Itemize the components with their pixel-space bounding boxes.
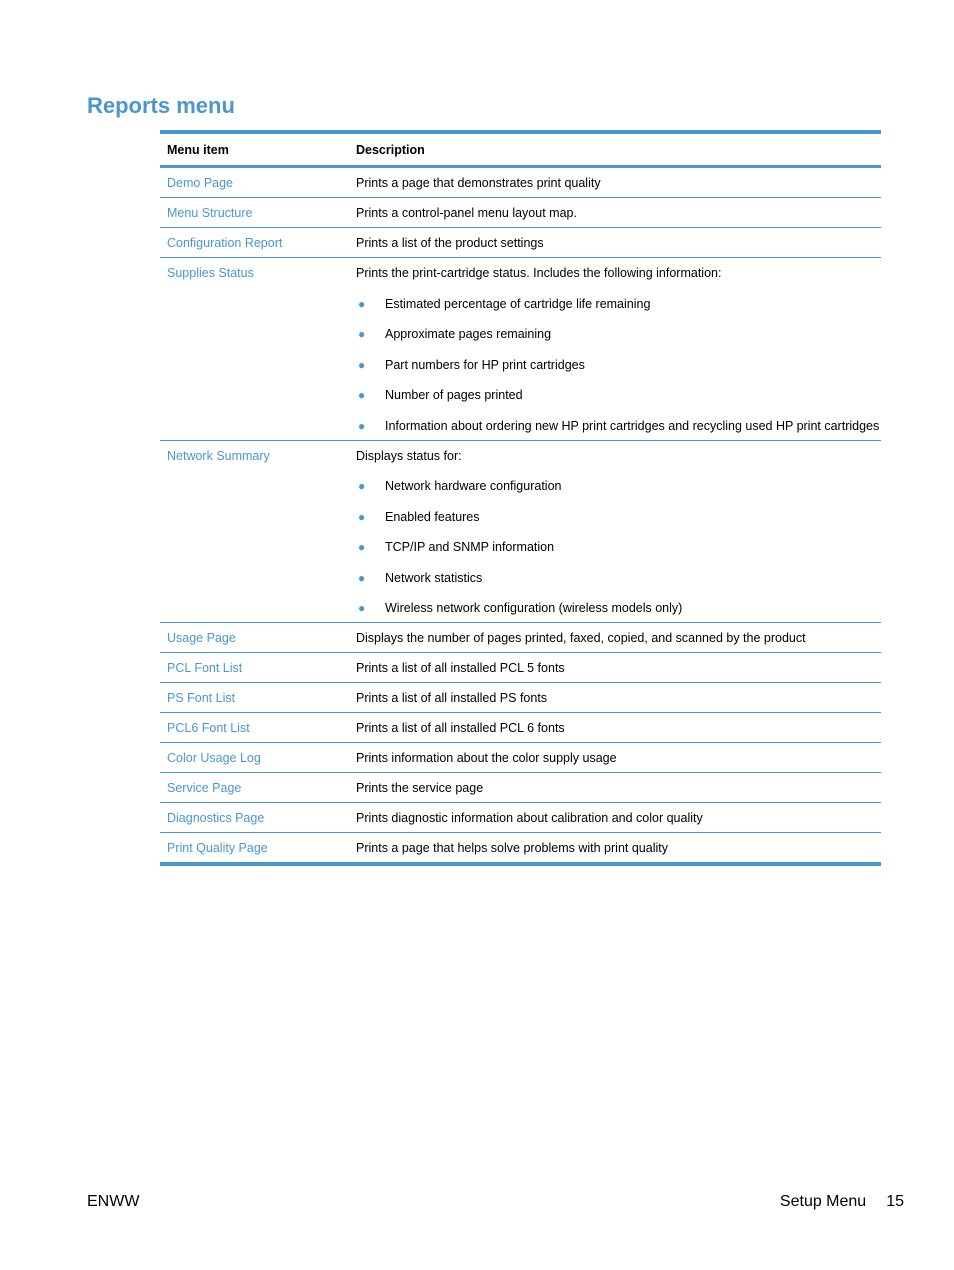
menu-item-description <box>349 720 881 736</box>
table-row <box>160 228 881 258</box>
menu-item-link[interactable]: Service Page <box>167 781 242 795</box>
description-text: Prints a list of all installed PCL 6 fonts <box>356 721 565 735</box>
table-row <box>160 803 881 833</box>
bullet-text: Enabled features <box>385 509 480 524</box>
bullet-text: Approximate pages remaining <box>385 327 552 341</box>
table-row <box>160 623 881 653</box>
bullet-item <box>356 539 881 555</box>
page-title: Reports menu <box>87 93 235 118</box>
bullet-list <box>356 478 881 616</box>
bullet-item <box>356 418 881 434</box>
bullet-text: Wireless network configuration (wireless models only) <box>385 601 683 615</box>
menu-item-link[interactable]: Configuration Report <box>167 236 283 250</box>
bullet-text: Network hardware configuration <box>385 479 562 493</box>
description-text: Prints a list of the product settings <box>356 236 544 250</box>
table-body <box>160 168 881 862</box>
menu-item-link[interactable]: Network Summary <box>167 448 270 463</box>
bullet-item <box>356 326 881 342</box>
bullet-item <box>356 478 881 494</box>
description-text: Prints a page that demonstrates print quality <box>356 176 601 190</box>
menu-item-description <box>349 810 881 826</box>
table-row <box>160 713 881 743</box>
bullet-dot-icon: ● <box>358 296 366 311</box>
menu-item-link[interactable]: Menu Structure <box>167 206 253 220</box>
footer-right <box>780 1193 904 1211</box>
menu-item-description <box>349 690 881 706</box>
description-text: Prints the print-cartridge status. Includes the following information: <box>356 266 722 280</box>
menu-item-link[interactable]: PS Font List <box>167 691 236 705</box>
table-row <box>160 773 881 803</box>
menu-item-link[interactable]: Demo Page <box>167 176 234 190</box>
bullet-item <box>356 570 881 586</box>
bullet-item <box>356 387 881 403</box>
bullet-text: Information about ordering new HP print cartridges and recycling used HP print cartridges <box>385 418 880 433</box>
menu-item-description <box>349 780 881 796</box>
menu-item-description <box>349 448 881 617</box>
bullet-text: TCP/IP and SNMP information <box>385 540 555 554</box>
menu-item-description <box>349 630 881 646</box>
bullet-item <box>356 357 881 373</box>
bullet-dot-icon: ● <box>358 357 366 372</box>
description-text: Displays the number of pages printed, faxed, copied, and scanned by the product <box>356 631 806 645</box>
bullet-dot-icon: ● <box>358 388 366 402</box>
menu-item-link[interactable]: Supplies Status <box>167 266 254 280</box>
menu-item-description <box>349 235 881 251</box>
description-text: Prints information about the color supply usage <box>356 751 617 765</box>
bullet-text: Number of pages printed <box>385 388 523 402</box>
bullet-list <box>356 296 881 434</box>
footer-left: ENWW <box>87 1193 140 1210</box>
bullet-item <box>356 296 881 312</box>
table-row <box>160 683 881 713</box>
menu-item-description <box>349 840 881 856</box>
menu-item-description <box>349 660 881 676</box>
table-row <box>160 653 881 683</box>
footer-section: Setup Menu <box>779 1193 867 1210</box>
description-text: Prints a list of all installed PCL 5 fonts <box>356 661 565 675</box>
bullet-dot-icon: ● <box>358 570 366 585</box>
bullet-dot-icon: ● <box>358 327 366 341</box>
menu-item-description <box>349 175 881 191</box>
table-row <box>160 168 881 198</box>
table-row <box>160 441 881 624</box>
menu-item-link[interactable]: PCL6 Font List <box>167 721 250 735</box>
header-menu-item: Menu item <box>167 142 229 157</box>
bullet-text: Estimated percentage of cartridge life remaining <box>385 296 651 311</box>
description-text: Prints diagnostic information about calibration and color quality <box>356 811 703 825</box>
menu-item-description <box>349 205 881 221</box>
bullet-dot-icon: ● <box>358 418 366 433</box>
header-description: Description <box>356 142 425 157</box>
table-row <box>160 258 881 441</box>
menu-item-link[interactable]: Print Quality Page <box>167 841 268 855</box>
bullet-item <box>356 600 881 616</box>
description-text: Prints the service page <box>356 781 484 795</box>
bullet-text: Part numbers for HP print cartridges <box>385 357 585 372</box>
table-header <box>160 134 881 168</box>
description-text: Displays status for: <box>356 448 462 463</box>
menu-item-description <box>349 750 881 766</box>
table-row <box>160 743 881 773</box>
bullet-dot-icon: ● <box>358 479 366 493</box>
description-text: Prints a page that helps solve problems with print quality <box>356 841 668 855</box>
bullet-text: Network statistics <box>385 570 483 585</box>
bullet-dot-icon: ● <box>358 601 366 615</box>
table-row <box>160 833 881 862</box>
bullet-item <box>356 509 881 525</box>
reports-menu-table <box>160 130 881 866</box>
menu-item-link[interactable]: Diagnostics Page <box>167 811 265 825</box>
description-text: Prints a control-panel menu layout map. <box>356 206 577 220</box>
menu-item-link[interactable]: Usage Page <box>167 631 236 645</box>
page-number: 15 <box>886 1193 904 1210</box>
menu-item-link[interactable]: Color Usage Log <box>167 751 261 765</box>
bullet-dot-icon: ● <box>358 540 366 554</box>
menu-item-link[interactable]: PCL Font List <box>167 661 243 675</box>
menu-item-description <box>349 265 881 434</box>
table-row <box>160 198 881 228</box>
bullet-dot-icon: ● <box>358 509 366 524</box>
description-text: Prints a list of all installed PS fonts <box>356 691 548 705</box>
